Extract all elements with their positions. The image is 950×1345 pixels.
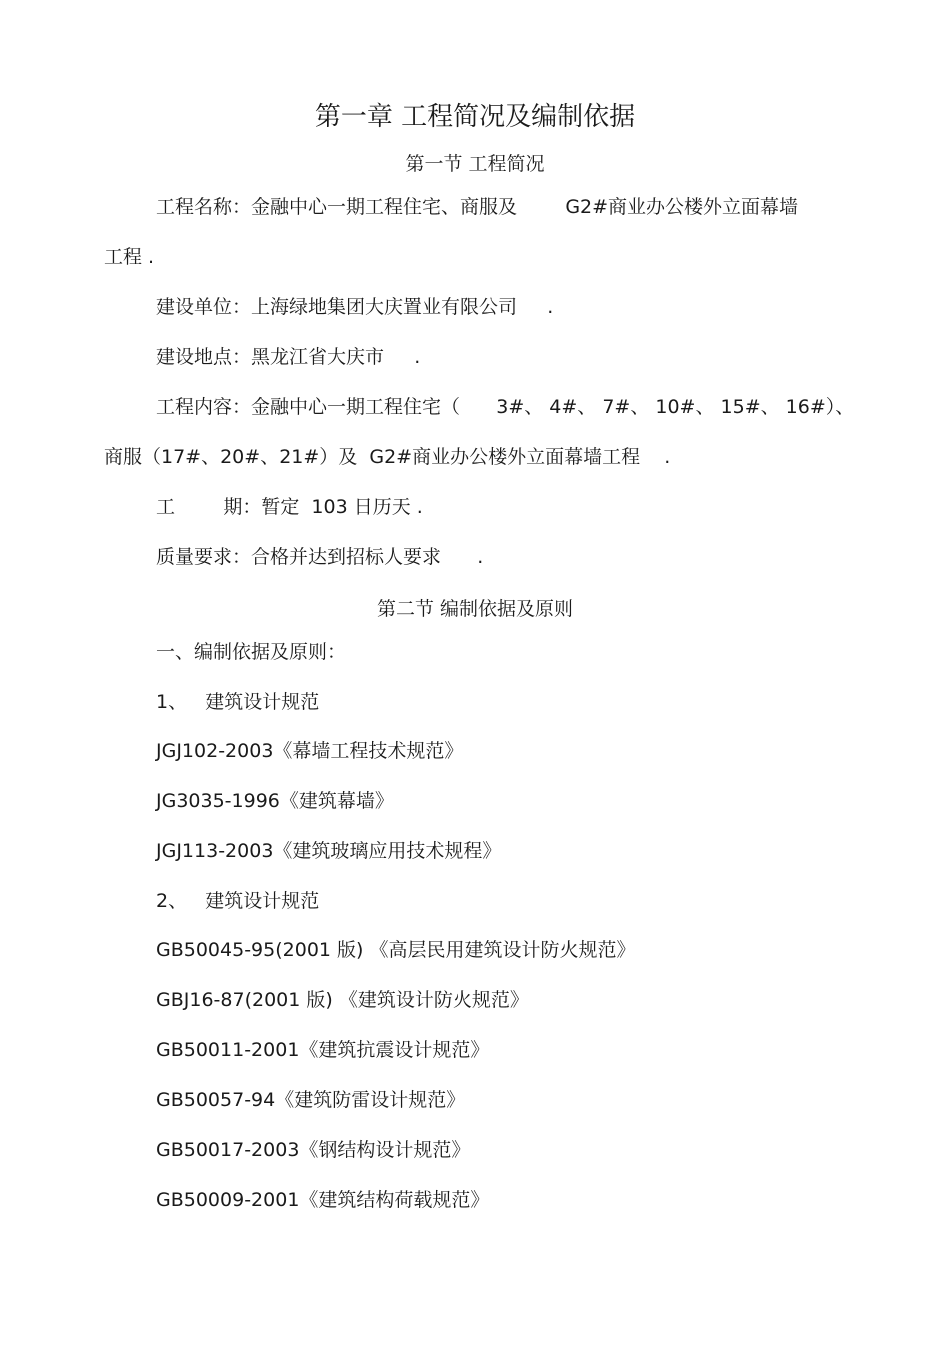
project-name-line: 工程名称：金融中心一期工程住宅、商服及 G2#商业办公楼外立面幕墙 <box>156 196 799 218</box>
standard-item: GB50057-94《建筑防雷设计规范》 <box>156 1089 466 1111</box>
standard-item: JG3035-1996《建筑幕墙》 <box>156 790 394 812</box>
period-line: 工 期：暂定 103 日历天 . <box>156 496 423 518</box>
standard-item: GB50017-2003《钢结构设计规范》 <box>156 1139 471 1161</box>
standard-item: GB50045-95(2001 版) 《高层民用建筑设计防火规范》 <box>156 939 636 961</box>
builder-line: 建设单位：上海绿地集团大庆置业有限公司 . <box>156 296 554 318</box>
standard-item: JGJ102-2003《幕墙工程技术规范》 <box>156 740 464 762</box>
basis-intro: 一、编制依据及原则： <box>156 641 347 663</box>
standard-item: JGJ113-2003《建筑玻璃应用技术规程》 <box>156 840 502 862</box>
content-line: 工程内容：金融中心一期工程住宅（ 3#、 4#、 7#、 10#、 15#、 16#）、 <box>156 396 855 418</box>
project-name-continuation: 工程 . <box>104 246 155 268</box>
standard-item: GB50009-2001《建筑结构荷载规范》 <box>156 1189 490 1211</box>
content-continuation: 商服（17#、20#、21#）及 G2#商业办公楼外立面幕墙工程 . <box>104 446 671 468</box>
location-line: 建设地点：黑龙江省大庆市 . <box>156 346 421 368</box>
section-heading-1: 第一节 工程简况 <box>405 153 545 175</box>
standard-item: GBJ16-87(2001 版) 《建筑设计防火规范》 <box>156 989 529 1011</box>
group1-title: 1、 建筑设计规范 <box>156 691 320 713</box>
group2-title: 2、 建筑设计规范 <box>156 890 320 912</box>
chapter-title: 第一章 工程简况及编制依据 <box>314 102 636 132</box>
standard-item: GB50011-2001《建筑抗震设计规范》 <box>156 1039 490 1061</box>
section-heading-2: 第二节 编制依据及原则 <box>376 598 574 620</box>
quality-line: 质量要求：合格并达到招标人要求 . <box>156 546 484 568</box>
